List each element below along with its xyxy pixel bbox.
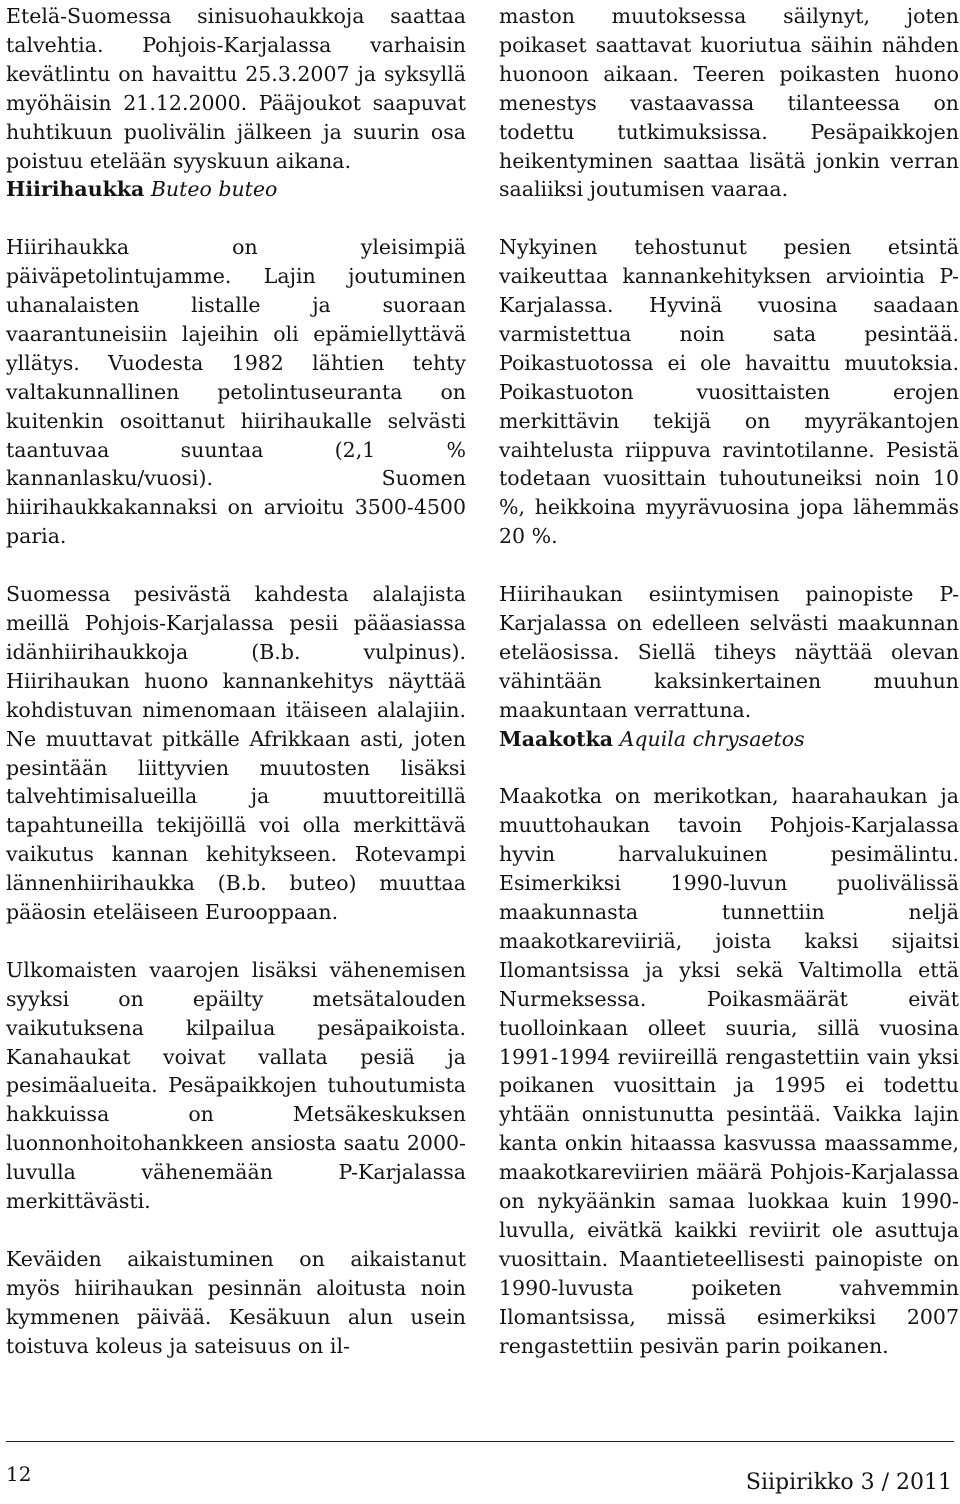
- species-latin-name: Buteo buteo: [150, 177, 278, 202]
- paragraph: Nykyinen tehostunut pesien etsintä vaikeuttaa kannankehityksen arviointia P-Karjalassa. Hyvinä vuosina saadaan varmistettua noin sata pesintää. Poikastuotossa ei ole havaittu muutoksia. Poikastuoton vuosittaisten erojen merkittävin tekijä on myyräkantojen vaihtelusta riippuva ravintotilanne. Pesistä todetaan vuosittain tuhoutuneiksi noin 10 %, heikkoina myyrävuosina jopa lähemmäs 20 %.: [499, 235, 959, 549]
- paragraph: Hiirihaukka on yleisimpiä päiväpetolintujamme. Lajin joutuminen uhanalaisten listalle ja suoraan vaarantuneisiin lajeihin oli epämiellyttävä yllätys. Vuodesta 1982 lähtien tehty valtakunnallinen petolintuseuranta on kuitenkin osoittanut hiirihaukalle selvästi taantuvaa suuntaa (2,1 % kannanlasku/vuosi). Suomen hiirihaukkakannaksi on arvioitu 3500-4500 paria.: [6, 235, 466, 549]
- species-common-name: Hiirihaukka: [6, 177, 145, 202]
- paragraph: Etelä-Suomessa sinisuohaukkoja saattaa talvehtia. Pohjois-Karjalassa varhaisin kevätlintu on havaittu 25.3.2007 ja syksyllä myöhäisin 21.12.2000. Pääjoukot saapuvat huhtikuun puolivälin jälkeen ja suurin osa poistuu etelään syyskuun aikana.: [6, 4, 466, 173]
- paragraph: Maakotka on merikotkan, haarahaukan ja muuttohaukan tavoin Pohjois-Karjalassa hyvin harvalukuinen pesimälintu. Esimerkiksi 1990-luvun puolivälissä maakunnasta tunnettiin neljä maakotkareviiriä, joista kaksi sijaitsi Ilomantsissa ja yksi sekä Valtimolla että Nurmeksessa. Poikasmäärät eivät tuolloinkaan olleet suuria, sillä vuosina 1991-1994 reviireillä rengastettiin vain yksi poikanen vuosittain ja 1995 ei todettu yhtään onnistunutta pesintää. Vaikka lajin kanta onkin hitaassa kasvussa maassamme, maakotkareviirien määrä Pohjois-Karjalassa on nykyäänkin samaa luokkaa kuin 1990-luvulla, eivätkä kaikki reviirit ole asuttuja vuosittain. Maantieteellisesti painopiste on 1990-luvusta poiketen vahvemmin Ilomantsissa, missä esimerkiksi 2007 rengastettiin pesivän parin poikanen.: [499, 784, 959, 1358]
- paragraph: Keväiden aikaistuminen on aikaistanut myös hiirihaukan pesinnän aloitusta noin kymmenen päivää. Kesäkuun alun usein toistuva koleus ja sateisuus on il-: [6, 1246, 466, 1358]
- right-column: [499, 2, 959, 1361]
- footer-divider: [6, 1441, 954, 1442]
- publication-issue: Siipirikko 3 / 2011: [745, 1470, 952, 1495]
- species-heading: [499, 725, 959, 754]
- left-column: [6, 2, 466, 1361]
- paragraph: Suomessa pesivästä kahdesta alalajista meillä Pohjois-Karjalassa pesii pääasiassa idänhiirihaukkoja (B.b. vulpinus). Hiirihaukan huono kannankehitys näyttää kohdistuvan nimenomaan itäiseen alalajiin. Ne muuttavat pitkälle Afrikkaan asti, joten pesintään liittyvien muutosten lisäksi talvehtimisalueilla ja muuttoreitillä tapahtuneilla tekijöillä voi olla merkittävä vaikutus kannan kehitykseen. Rotevampi lännenhiirihaukka (B.b. buteo) muuttaa pääosin eteläiseen Eurooppaan.: [6, 582, 466, 925]
- paragraph: Ulkomaisten vaarojen lisäksi vähenemisen syyksi on epäilty metsätalouden vaikutuksena kilpailua pesäpaikoista. Kanahaukat voivat vallata pesiä ja pesimäalueita. Pesäpaikkojen tuhoutumista hakkuissa on Metsäkeskuksen luonnonhoitohankkeen ansiosta saatu 2000- luvulla vähenemään P-Karjalassa merkittävästi.: [6, 957, 466, 1214]
- page-number: 12: [6, 1462, 32, 1486]
- paragraph: Hiirihaukan esiintymisen painopiste P-Karjalassa on edelleen selvästi maakunnan eteläosissa. Siellä tiheys näyttää olevan vähintään kaksinkertainen muuhun maakuntaan verrattuna.: [499, 582, 959, 722]
- species-common-name: Maakotka: [499, 726, 614, 751]
- species-heading: [6, 175, 466, 204]
- species-latin-name: Aquila chrysaetos: [619, 726, 805, 751]
- paragraph: maston muutoksessa säilynyt, joten poikaset saattavat kuoriutua säihin nähden huonoon aikaan. Teeren poikasten huono menestys vastaavassa tilanteessa on todettu tutkimuksissa. Pesäpaikkojen heikentyminen saattaa lisätä jonkin verran saaliiksi joutumisen vaaraa.: [499, 4, 959, 202]
